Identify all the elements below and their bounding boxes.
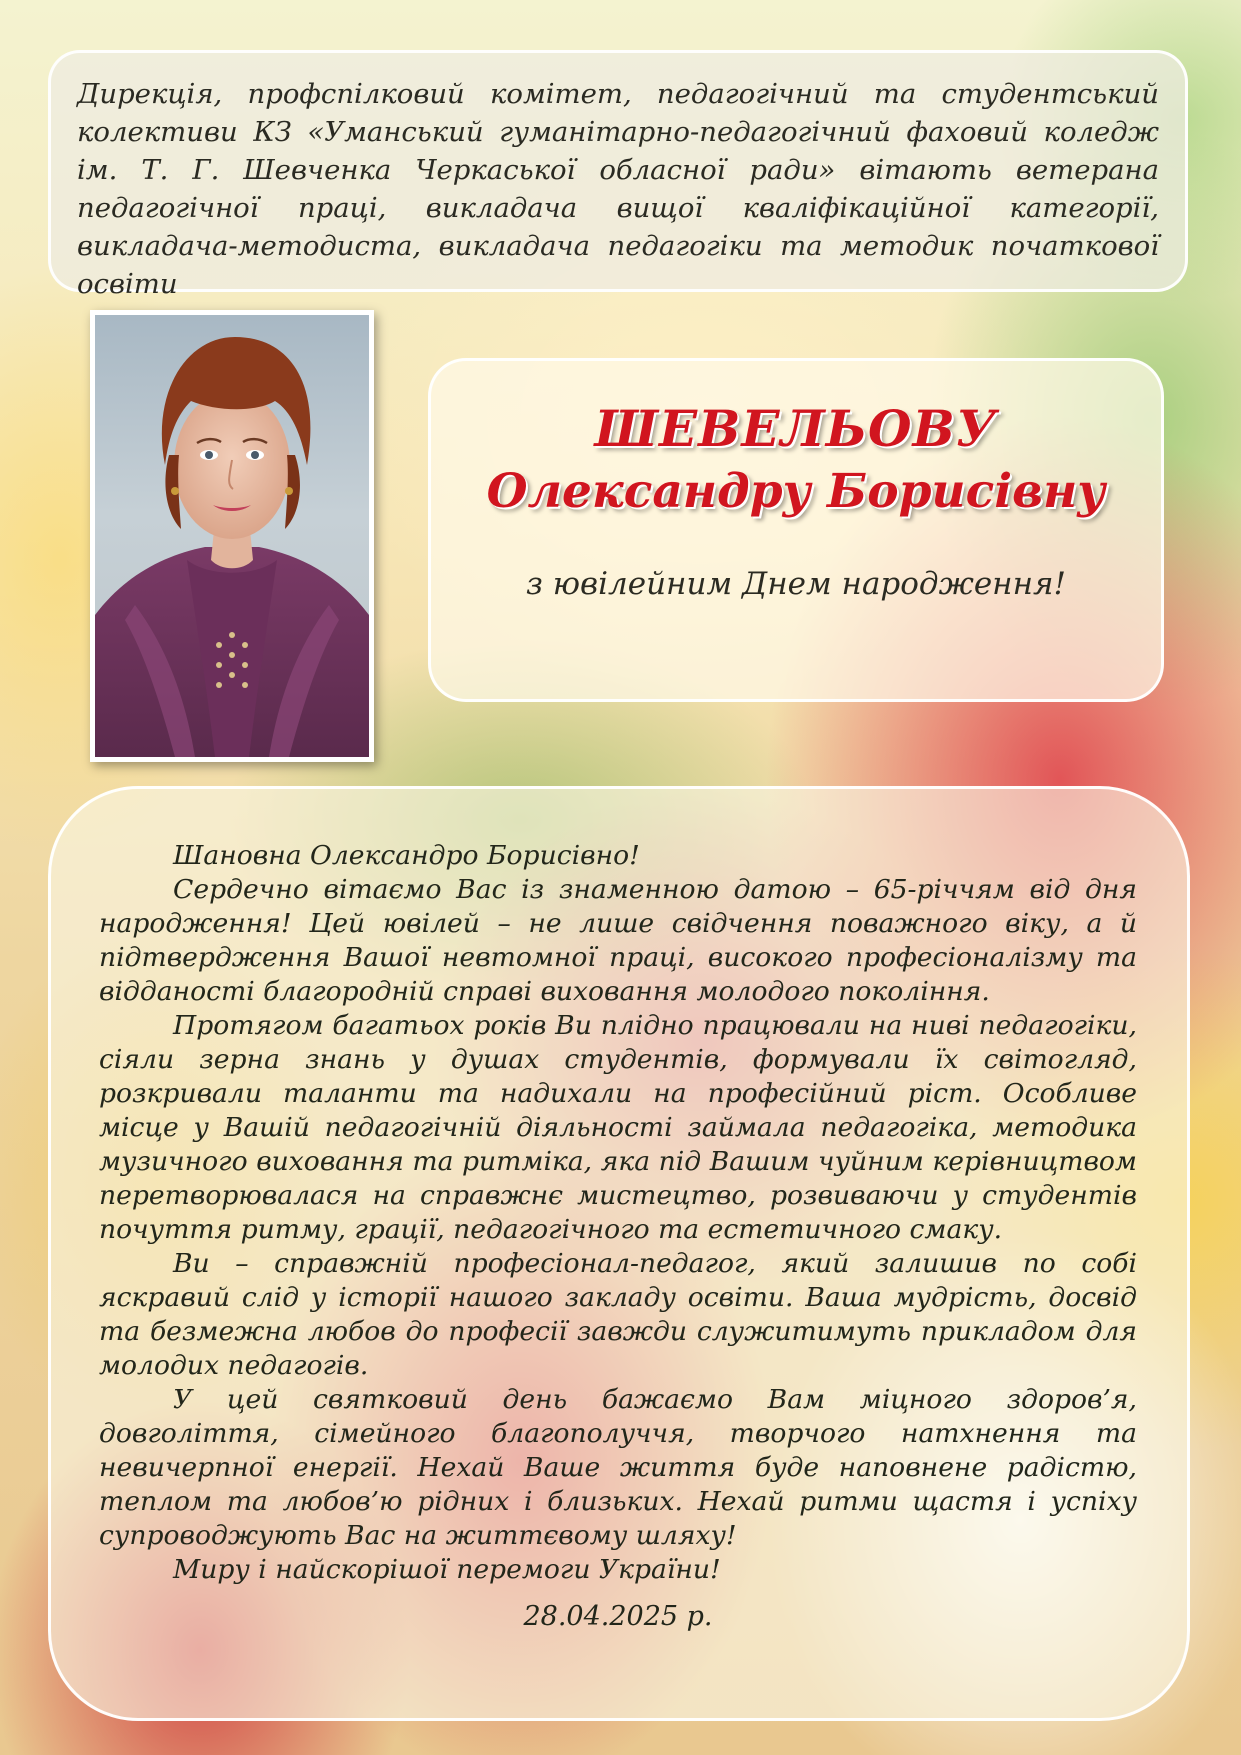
header-panel: [48, 50, 1188, 300]
letter-greeting: Шановна Олександро Борисівно!: [173, 840, 640, 871]
portrait-frame: [90, 310, 374, 762]
letter-date: 28.04.2025 р.: [523, 1601, 713, 1632]
letter-closing: Миру і найскорішої перемоги України!: [173, 1554, 721, 1585]
letter-body: [99, 839, 1137, 1587]
letter-paragraph: Сердечно вітаємо Вас із знаменною датою – 65-річчям від дня народження! Цей ювілей – не лише свідчення поважного віку, а й підтвердження Вашої невтомної праці, високого професіоналізму та відданості благородній справі виховання молодого покоління.: [99, 874, 1137, 1007]
portrait-illustration: [95, 315, 369, 757]
honoree-given-names: Олександру Борисівну: [486, 464, 1106, 519]
honoree-surname: ШЕВЕЛЬОВУ: [594, 399, 998, 458]
portrait-photo: [95, 315, 369, 757]
letter-paragraph: Протягом багатьох років Ви плідно працювали на ниві педагогіки, сіяли зерна знань у душах студентів, формували їх світогляд, розкривали таланти та надихали на професійний ріст. Особливе місце у Вашій педагогічній діяльності займала педагогіка, методика музичного виховання та ритміка, яка під Вашим чуйним керівництвом перетворювалася на справжнє мистецтво, розвиваючи у студентів почуття ритму, грації, педагогічного та естетичного смаку.: [99, 1010, 1137, 1245]
letter-paragraph: Ви – справжній професіонал-педагог, який залишив по собі яскравий слід у історії нашого закладу освіти. Ваша мудрість, досвід та безмежна любов до професії завжди служитимуть прикладом для молодих педагогів.: [99, 1248, 1137, 1381]
header-text: Дирекція, профспілковий комітет, педагогічний та студентський колективи КЗ «Уманський гуманітарно-педагогічний фаховий коледж ім. Т. Г. Шевченка Черкаської обласної ради» вітають ветерана педагогічної праці, викладача вищої кваліфікаційної категорії, викладача-методиста, викладача педагогіки та методик початкової освіти: [77, 78, 1159, 300]
occasion-text: з ювілейним Днем народження!: [526, 566, 1066, 602]
name-panel: [428, 358, 1164, 702]
letter-panel: [48, 786, 1190, 1721]
letter-paragraph: У цей святковий день бажаємо Вам міцного здоров’я, довголіття, сімейного благополуччя, творчого натхнення та невичерпної енергії. Нехай Ваше життя буде наповнене радістю, теплом та любов’ю рідних і близьких. Нехай ритми щастя і успіху супроводжують Вас на життєвому шляху!: [99, 1384, 1137, 1551]
